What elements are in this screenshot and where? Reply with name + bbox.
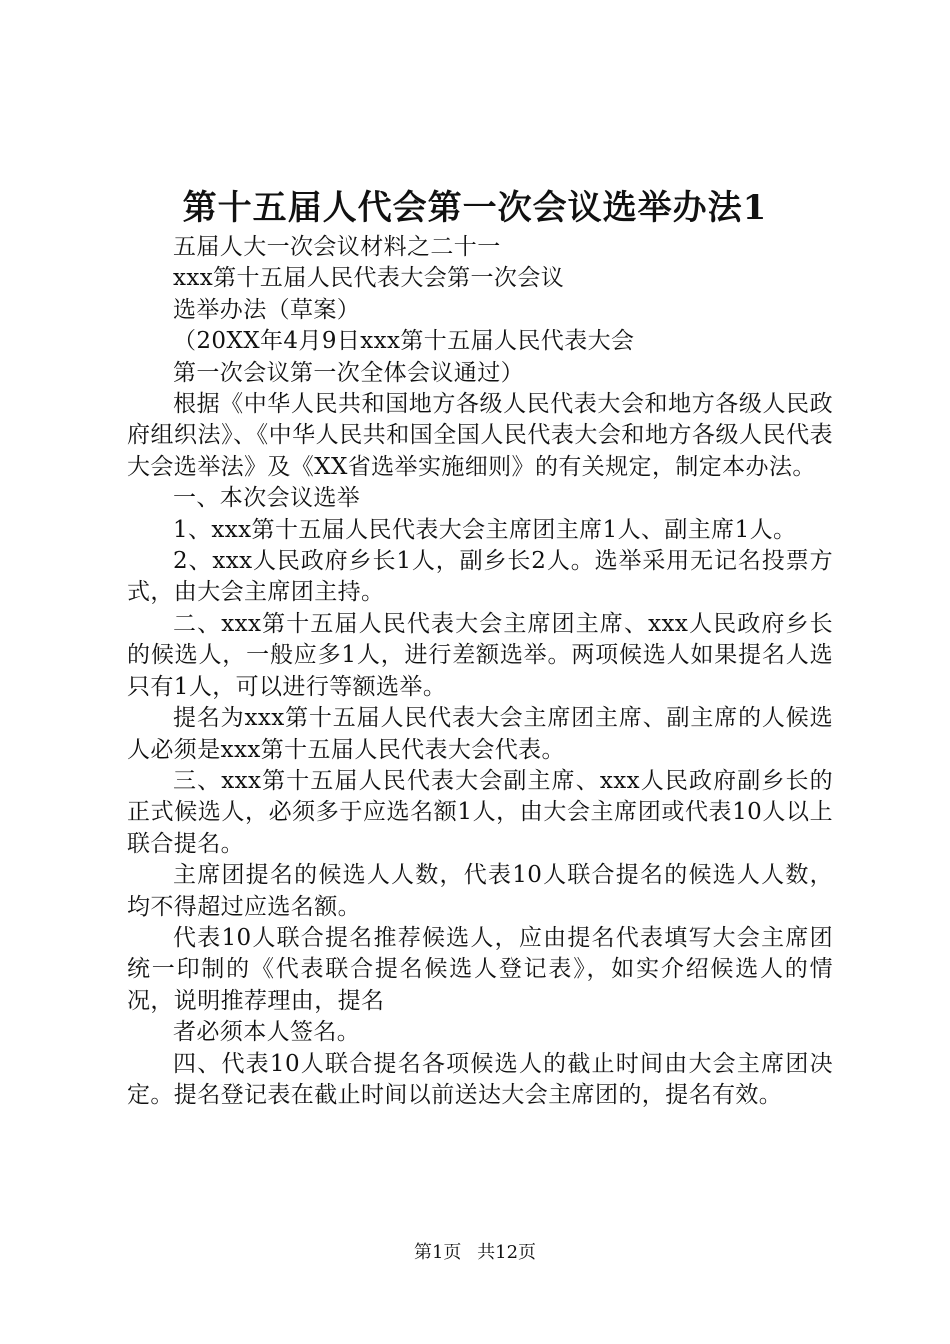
paragraph: 三、xxx第十五届人民代表大会副主席、xxx人民政府副乡长的正式候选人，必须多于应选名额1人，由大会主席团或代表10人以上联合提名。 (127, 767, 833, 857)
paragraph: 四、代表10人联合提名各项候选人的截止时间由大会主席团决定。提名登记表在截止时间以前送达大会主席团的，提名有效。 (127, 1050, 833, 1108)
paragraph: 主席团提名的候选人人数，代表10人联合提名的候选人人数，均不得超过应选名额。 (127, 862, 833, 920)
paragraph: 2、xxx人民政府乡长1人，副乡长2人。选举采用无记名投票方式，由大会主席团主持。 (127, 548, 833, 606)
paragraph: 提名为xxx第十五届人民代表大会主席团主席、副主席的人候选人必须是xxx第十五届人民代表大会代表。 (127, 705, 833, 763)
section-heading: 一、本次会议选举 (173, 485, 361, 512)
paragraph: 代表10人联合提名推荐候选人，应由提名代表填写大会主席团统一印制的《代表联合提名候选人登记表》，如实介绍候选人的情况，说明推荐理由，提名 (127, 924, 833, 1014)
paragraph: 者必须本人签名。 (173, 1019, 361, 1046)
document-body (127, 232, 833, 1111)
paragraph: 二、xxx第十五届人民代表大会主席团主席、xxx人民政府乡长的候选人，一般应多1人，进行差额选举。两项候选人如果提名人选只有1人，可以进行等额选举。 (127, 610, 833, 700)
paragraph: 根据《中华人民共和国地方各级人民代表大会和地方各级人民政府组织法》、《中华人民共和国全国人民代表大会和地方各级人民代表大会选举法》及《XX省选举实施细则》的有关规定，制定本办法。 (127, 391, 833, 480)
header-line: xxx第十五届人民代表大会第一次会议 (173, 265, 565, 292)
paragraph: 1、xxx第十五届人民代表大会主席团主席1人、副主席1人。 (173, 516, 797, 543)
header-line: （20XX年4月9日xxx第十五届人民代表大会 (173, 328, 635, 355)
page-footer (0, 1241, 950, 1265)
document-title: 第十五届人代会第一次会议选举办法1 (182, 188, 768, 228)
header-line: 选举办法（草案） (173, 296, 361, 323)
header-line: 五届人大一次会议材料之二十一 (173, 234, 501, 260)
page-number: 第1页 (413, 1242, 462, 1263)
header-line: 第一次会议第一次全体会议通过） (173, 359, 524, 386)
page-total: 共12页 (477, 1242, 537, 1263)
